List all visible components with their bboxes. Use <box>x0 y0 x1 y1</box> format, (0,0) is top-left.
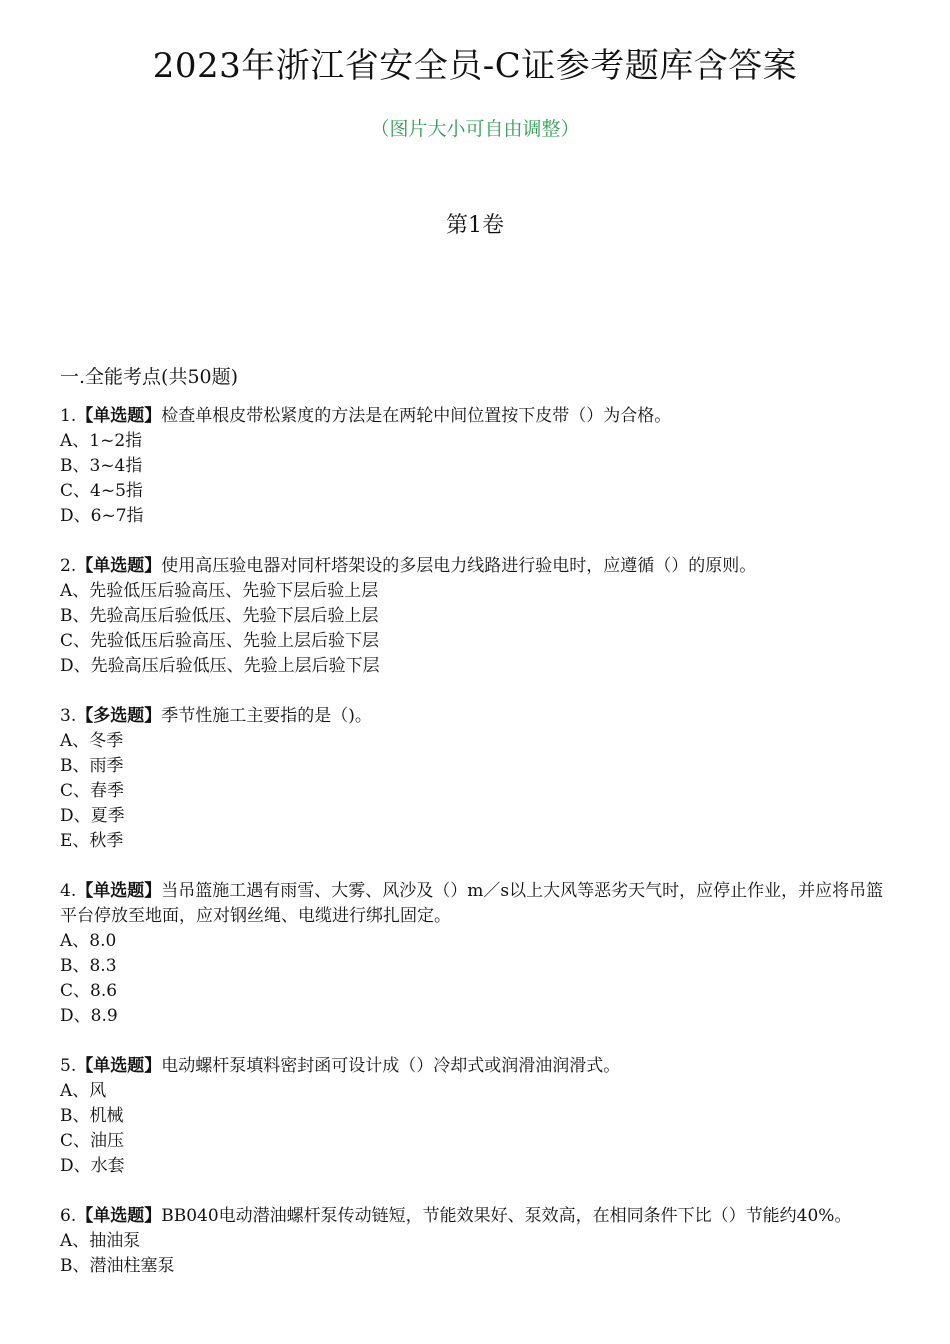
document-subtitle: （图片大小可自由调整） <box>370 118 580 140</box>
answer-option: C、先验低压后验高压、先验上层后验下层 <box>60 631 380 651</box>
question-item <box>60 554 900 679</box>
answer-option: D、先验高压后验低压、先验上层后验下层 <box>60 656 380 676</box>
question-type: 【单选题】 <box>76 406 162 426</box>
question-type: 【单选题】 <box>76 881 162 901</box>
question-stem <box>60 404 900 429</box>
question-stem <box>60 879 900 929</box>
answer-option: B、8.3 <box>60 956 117 976</box>
section-heading: 一.全能考点(共50题) <box>60 366 239 388</box>
question-number: 5. <box>60 1056 77 1076</box>
answer-option: A、风 <box>60 1081 107 1101</box>
answer-option: D、水套 <box>60 1156 125 1176</box>
question-text: 当吊篮施工遇有雨雪、大雾、风沙及（）m／s以上大风等恶劣天气时，应停止作业，并应将吊篮平台停放至地面，应对钢丝绳、电缆进行绑扎固定。 <box>60 881 884 926</box>
answer-option: C、8.6 <box>60 981 118 1001</box>
answer-option: B、潜油柱塞泵 <box>60 1256 175 1276</box>
document-title: 2023年浙江省安全员-C证参考题库含答案 <box>152 46 798 86</box>
question-type: 【单选题】 <box>76 1206 162 1226</box>
answer-option: C、4~5指 <box>60 481 143 501</box>
question-type: 【多选题】 <box>76 706 162 726</box>
question-item <box>60 1204 900 1279</box>
question-item <box>60 879 900 1029</box>
question-type: 【单选题】 <box>76 556 162 576</box>
question-item <box>60 1054 900 1179</box>
answer-option: A、先验低压后验高压、先验下层后验上层 <box>60 581 379 601</box>
answer-option: D、6~7指 <box>60 506 144 526</box>
question-stem <box>60 1204 900 1229</box>
answer-option: A、抽油泵 <box>60 1231 141 1251</box>
question-text: 使用高压验电器对同杆塔架设的多层电力线路进行验电时，应遵循（）的原则。 <box>161 556 757 576</box>
question-list <box>60 404 900 1304</box>
question-text: 季节性施工主要指的是（)。 <box>161 706 372 726</box>
question-number: 4. <box>60 881 77 901</box>
answer-option: A、冬季 <box>60 731 124 751</box>
answer-option: D、夏季 <box>60 806 125 826</box>
question-stem <box>60 554 900 579</box>
answer-option: B、3~4指 <box>60 456 143 476</box>
question-item <box>60 704 900 854</box>
answer-option: B、雨季 <box>60 756 124 776</box>
answer-option: B、先验高压后验低压、先验下层后验上层 <box>60 606 379 626</box>
answer-option: A、1~2指 <box>60 431 143 451</box>
question-stem <box>60 704 900 729</box>
answer-option: E、秋季 <box>60 831 124 851</box>
answer-option: C、油压 <box>60 1131 125 1151</box>
question-item <box>60 404 900 529</box>
question-number: 2. <box>60 556 77 576</box>
question-text: BB040电动潜油螺杆泵传动链短，节能效果好、泵效高，在相同条件下比（）节能约40%。 <box>161 1206 852 1226</box>
question-type: 【单选题】 <box>76 1056 162 1076</box>
answer-option: D、8.9 <box>60 1006 118 1026</box>
answer-option: C、春季 <box>60 781 125 801</box>
question-number: 6. <box>60 1206 77 1226</box>
answer-option: B、机械 <box>60 1106 124 1126</box>
question-number: 3. <box>60 706 77 726</box>
question-text: 检查单根皮带松紧度的方法是在两轮中间位置按下皮带（）为合格。 <box>161 406 672 426</box>
question-text: 电动螺杆泵填料密封函可设计成（）冷却式或润滑油润滑式。 <box>161 1056 621 1076</box>
answer-option: A、8.0 <box>60 931 117 951</box>
question-number: 1. <box>60 406 77 426</box>
question-stem <box>60 1054 900 1079</box>
volume-title: 第1卷 <box>446 213 504 238</box>
